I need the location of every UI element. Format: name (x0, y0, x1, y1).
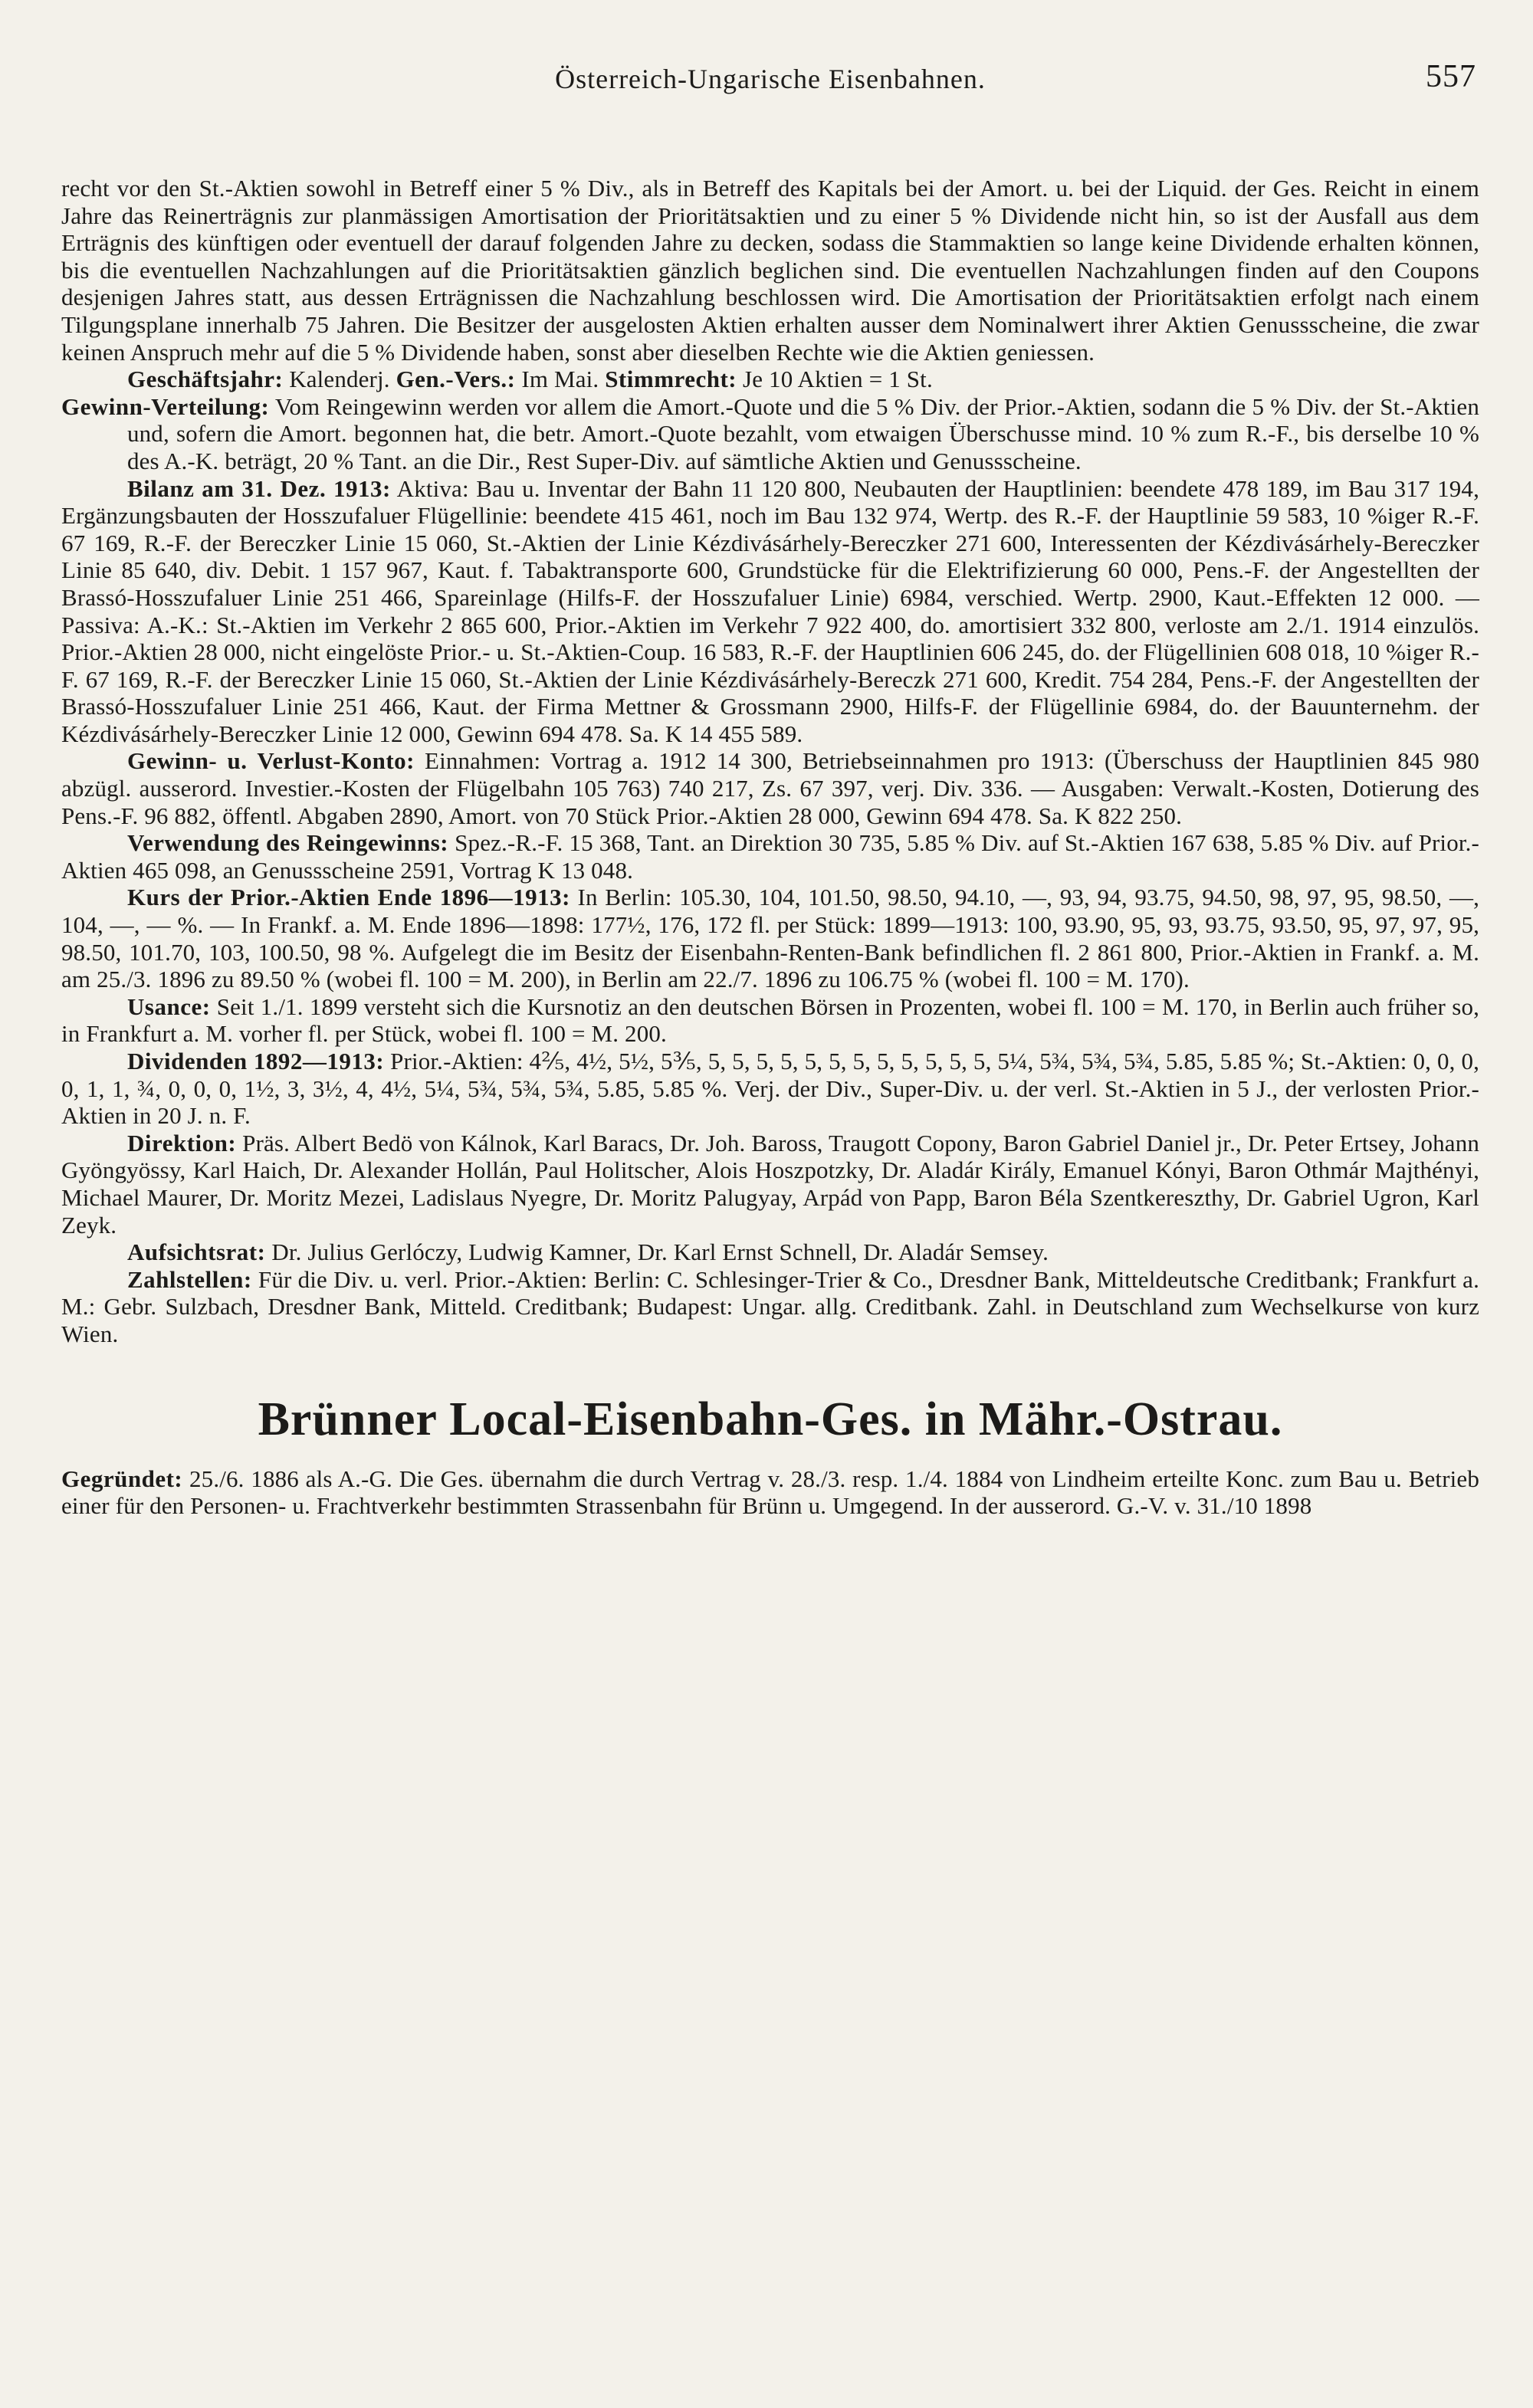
label-share-prices: Kurs der Prior.-Aktien Ende 1896—1913: (127, 884, 570, 911)
label-paying-agents: Zahlstellen: (127, 1265, 252, 1293)
label-profit-loss: Gewinn- u. Verlust-Konto: (127, 747, 415, 775)
label-voting-right: Stimmrecht: (605, 366, 737, 393)
label-fiscal-year: Geschäftsjahr: (127, 366, 284, 393)
paragraph-capital-rights: recht vor den St.-Aktien sowohl in Betreff einer 5 % Div., als in Betreff des Kapitals bei der Amort. u. bei der Liquid. der Ges. Reicht in einem Jahre das Reinerträgnis zur planmässigen Amortisation der Prioritätsaktien und zu einer 5 % Dividende nicht hin, so ist der Ausfall aus dem Erträgnis des künftigen oder eventuell der darauf folgenden Jahre zu decken, sodass die Stammaktien so lange keine Dividende erhalten können, bis die eventuellen Nachzahlungen auf die Prioritätsaktien gänzlich beglichen sind. Die eventuellen Nachzahlungen finden auf den Coupons desjenigen Jahres statt, aus dessen Erträgnissen die Nachzahlung beschlossen wird. Die Amortisation der Prioritätsaktien erfolgt nach einem Tilgungsplane innerhalb 75 Jahren. Die Besitzer der ausgelosten Aktien erhalten ausser dem Nominalwert ihrer Aktien Genussscheine, die zwar keinen Anspruch mehr auf die 5 % Dividende haben, sonst aber dieselben Rechte wie die Aktien geniessen. (61, 175, 1479, 366)
label-general-meeting: Gen.-Vers.: (396, 366, 516, 393)
paragraph-directors: Direktion: Präs. Albert Bedö von Kálnok, Karl Baracs, Dr. Joh. Baross, Traugott Copony, Baron Gabriel Daniel jr., Dr. Peter Ertsey, Johann Gyöngyössy, Karl Haich, Dr. Alexander Hollán, Paul Holitscher, Alois Hoszpotzky, Dr. Aladár Király, Emanuel Kónyi, Baron Othmár Majthényi, Michael Maurer, Dr. Moritz Mezei, Ladislaus Nyegre, Dr. Moritz Palugyay, Arpád von Papp, Baron Béla Szentkereszthy, Dr. Gabriel Ugron, Karl Zeyk. (61, 1129, 1479, 1238)
label-profit-distribution: Gewinn-Verteilung: (61, 392, 270, 420)
label-usance: Usance: (127, 992, 211, 1020)
paragraph-profit-loss: Gewinn- u. Verlust-Konto: Einnahmen: Vortrag a. 1912 14 300, Betriebseinnahmen pro 1913: (Überschuss der Hauptlinien 845 980 abzügl. ausserord. Investier.-Kosten der Flügelbahn 105 763) 740 217, Zs. 67 397, verj. Div. 336. — Ausgaben: Verwalt.-Kosten, Dotierung des Pens.-F. 96 882, öffentl. Abgaben 2890, Amort. von 70 Stück Prior.-Aktien 28 000, Gewinn 694 478. Sa. K 822 250. (61, 747, 1480, 829)
label-founded: Gegründet: (61, 1465, 183, 1492)
paragraph-usance: Usance: Seit 1./1. 1899 versteht sich die Kursnotiz an den deutschen Börsen in Prozenten, wobei fl. 100 = M. 170, in Berlin auch früher so, in Frankfurt a. M. vorher fl. per Stück, wobei fl. 100 = M. 200. (61, 992, 1479, 1048)
label-dividends: Dividenden 1892—1913: (127, 1048, 385, 1074)
label-appropriation: Verwendung des Reingewinns: (127, 829, 449, 857)
section-heading: Brünner Local-Eisenbahn-Ges. in Mähr.-Ostrau. (258, 1393, 1283, 1445)
paragraph-paying-agents: Zahlstellen: Für die Div. u. verl. Prior.-Aktien: Berlin: C. Schlesinger-Trier & Co., Dresdner Bank, Mitteldeutsche Creditbank; Frankfurt a. M.: Gebr. Sulzbach, Dresdner Bank, Mitteld. Creditbank; Budapest: Ungar. allg. Creditbank. Zahl. in Deutschland zum Wechselkurse von kurz Wien. (61, 1265, 1479, 1347)
running-head (61, 55, 1479, 109)
paragraph-share-prices: Kurs der Prior.-Aktien Ende 1896—1913: In Berlin: 105.30, 104, 101.50, 98.50, 94.10, —, 93, 94, 93.75, 94.50, 98, 97, 95, 98.50, —, 104, —, — %. — In Frankf. a. M. Ende 1896—1898: 177½, 176, 172 fl. per Stück: 1899—1913: 100, 93.90, 95, 93, 93.75, 93.50, 95, 97, 97, 95, 98.50, 101.70, 103, 100.50, 98 %. Aufgelegt die im Besitz der Eisenbahn-Renten-Bank befindlichen fl. 2 861 800, Prior.-Aktien in Frankf. a. M. am 25./3. 1896 zu 89.50 % (wobei fl. 100 = M. 200), in Berlin am 22./7. 1896 zu 106.75 % (wobei fl. 100 = M. 170). (61, 884, 1480, 993)
paragraph-balance-sheet: Bilanz am 31. Dez. 1913: Aktiva: Bau u. Inventar der Bahn 11 120 800, Neubauten der Hauptlinien: beendete 478 189, im Bau 317 194, Ergänzungsbauten der Hosszufaluer Flügellinie: beendete 415 461, noch im Bau 132 974, Wertp. des R.-F. der Hauptlinie 59 583, 10 %iger R.-F. 67 169, R.-F. der Bereczker Linie 15 060, St.-Aktien der Linie Kézdivásárhely-Bereczker 271 600, Interessenten der Kézdivásárhely-Bereczker Linie 85 640, div. Debit. 1 157 967, Kaut. f. Tabaktransporte 600, Grundstücke für die Elektrifizierung 60 000, Pens.-F. der Angestellten der Brassó-Hosszufaluer Linie 251 466, Spareinlage (Hilfs-F. der Hosszufaluer Linie) 6984, verschied. Wertp. 2900, Kaut.-Effekten 12 000. — Passiva: A.-K.: St.-Aktien im Verkehr 2 865 600, Prior.-Aktien im Verkehr 7 922 400, do. amortisiert 332 800, verloste am 2./1. 1914 einzulös. Prior.-Aktien 28 000, nicht eingelöste Prior.- u. St.-Aktien-Coup. 16 583, R.-F. der Hauptlinien 606 245, do. der Flügellinien 608 018, 10 %iger R.-F. 67 169, R.-F. der Bereczker Linie 15 060, St.-Aktien der Linie Kézdivásárhely-Bereczk 271 600, Kredit. 754 284, Pens.-F. der Angestellten der Brassó-Hosszufaluer Linie 251 466, Kaut. der Firma Mettner & Grossmann 2900, Hilfs-F. der Flügellinie 6984, do. der Bauunternehm. der Kézdivásárhely-Bereczker Linie 12 000, Gewinn 694 478. Sa. K 14 455 589. (61, 474, 1479, 747)
paragraph-founded: Gegründet: 25./6. 1886 als A.-G. Die Ges. übernahm die durch Vertrag v. 28./3. resp. 1./4. 1884 von Lindheim erteilte Konc. zum Bau u. Betrieb einer für den Personen- u. Frachtverkehr bestimmten Strassenbahn für Brünn u. Umgegend. In der ausserord. G.-V. v. 31./10 1898 (61, 1465, 1479, 1520)
label-supervisory-board: Aufsichtsrat: (127, 1238, 266, 1266)
running-head-title: Österreich-Ungarische Eisenbahnen. (555, 64, 986, 94)
page-number: 557 (1426, 59, 1476, 94)
label-directors: Direktion: (127, 1129, 237, 1156)
article-body (61, 175, 1479, 1520)
paragraph-profit-distribution: Gewinn-Verteilung: Vom Reingewinn werden vor allem die Amort.-Quote und die 5 % Div. der Prior.-Aktien, sodann die 5 % Div. der St.-Aktien und, sofern die Amort. begonnen hat, die betr. Amort.-Quote bezahlt, vom etwaigen Überschusse mind. 10 % zum R.-F., bis derselbe 10 % des A.-K. beträgt, 20 % Tant. an die Dir., Rest Super-Div. auf sämtliche Aktien und Genussscheine. (61, 392, 1479, 474)
paragraph-appropriation: Verwendung des Reingewinns: Spez.-R.-F. 15 368, Tant. an Direktion 30 735, 5.85 % Div. auf St.-Aktien 167 638, 5.85 % Div. auf Prior.-Aktien 465 098, an Genussscheine 2591, Vortrag K 13 048. (61, 829, 1479, 884)
paragraph-general-info: Geschäftsjahr: Kalenderj. Gen.-Vers.: Im Mai. Stimmrecht: Je 10 Aktien = 1 St. (127, 366, 933, 393)
label-balance-sheet: Bilanz am 31. Dez. 1913: (127, 474, 391, 502)
paragraph-supervisory-board: Aufsichtsrat: Dr. Julius Gerlóczy, Ludwig Kamner, Dr. Karl Ernst Schnell, Dr. Aladár Semsey. (127, 1238, 1049, 1266)
paragraph-dividends: Dividenden 1892—1913: Prior.-Aktien: 4⅖, 4½, 5½, 5⅗, 5, 5, 5, 5, 5, 5, 5, 5, 5, 5, 5, 5, 5¼, 5¾, 5¾, 5¾, 5.85, 5.85 %; St.-Aktien: 0, 0, 0, 0, 1, 1, ¾, 0, 0, 0, 1½, 3, 3½, 4, 4½, 5¼, 5¾, 5¾, 5¾, 5.85, 5.85 %. Verj. der Div., Super-Div. u. der verl. St.-Aktien in 5 J., der verlosten Prior.-Aktien in 20 J. n. F. (61, 1048, 1479, 1130)
